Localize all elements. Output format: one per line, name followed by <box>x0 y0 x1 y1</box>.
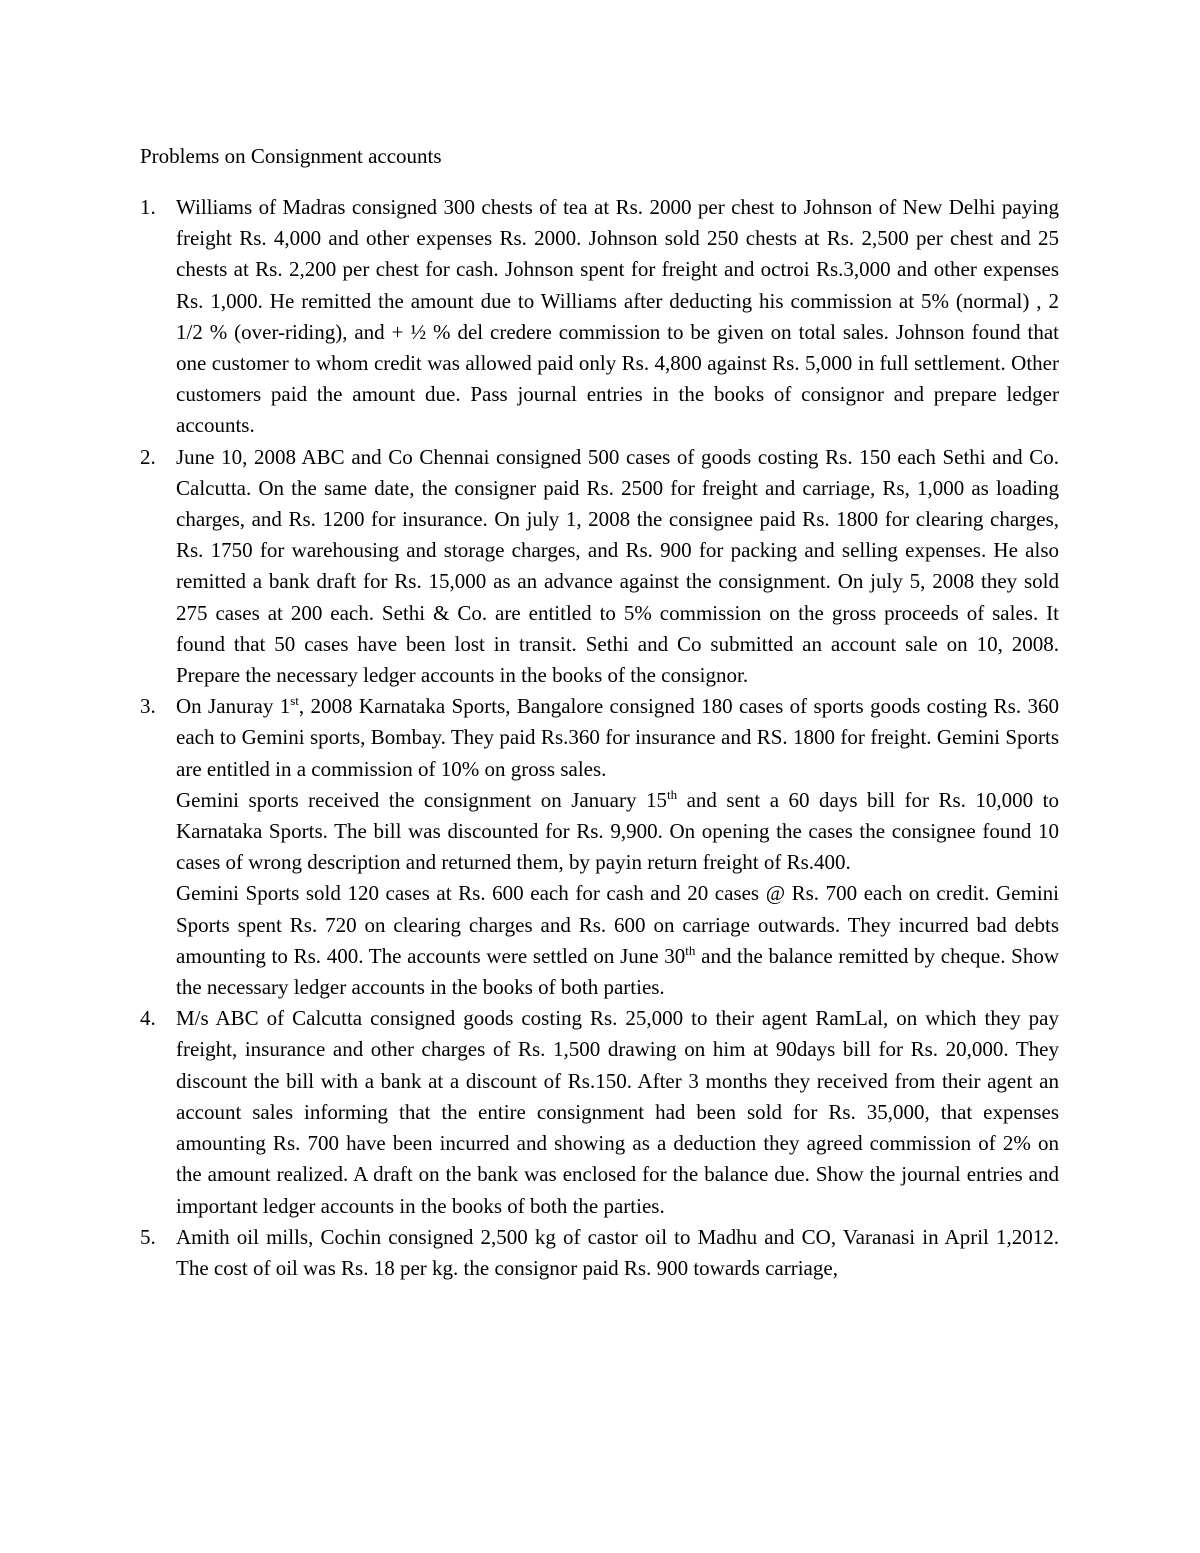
problem-paragraph <box>176 691 1059 785</box>
problem-text: , 2008 Karnataka Sports, Bangalore consigned 180 cases of sports goods costing Rs. 360 each to Gemini sports, Bombay. They paid Rs.360 for insurance and RS. 1800 for freight. Gemini Sports are entitled in a commission of 10% on gross sales. <box>176 694 1059 781</box>
problem-text: Gemini sports received the consignment on January 15 <box>176 787 667 812</box>
problem-number: 4. <box>140 1006 156 1031</box>
problems-list <box>140 192 1059 1284</box>
problem-number: 1. <box>140 195 156 219</box>
problem-text: Williams of Madras consigned 300 chests of tea at Rs. 2000 per chest to Johnson of New Delhi paying freight Rs. 4,000 and other expenses Rs. 2000. Johnson sold 250 chests at Rs. 2,500 per chest and 25 chests at Rs. 2,200 per chest for cash. Johnson spent for freight and octroi Rs.3,000 and other expenses Rs. 1,000. He remitted the amount due to Williams after deducting his commission at 5% (normal) , 2 1/2 % (over-riding), and + ½ % del credere commission to be given on total sales. Johnson found that one customer to whom credit was allowed paid only Rs. 4,800 against Rs. 5,000 in full settlement. Other customers paid the amount due. Pass journal entries in the books of consignor and prepare ledger accounts. <box>176 195 1059 438</box>
ordinal-suffix: st <box>290 693 299 709</box>
ordinal-suffix: th <box>667 786 678 802</box>
problem-text: and sent a 60 days bill for Rs. 10,000 to Karnataka Sports. The bill was discounted for Rs. 9,900. On opening the cases the consignee found 10 cases of wrong description and returned them, by payin return freight of Rs.400. <box>176 787 1059 875</box>
problem-item <box>140 1222 1059 1284</box>
ordinal-suffix: th <box>685 942 696 958</box>
problem-item <box>140 1003 1059 1221</box>
problem-paragraph <box>176 1222 1059 1284</box>
problem-item <box>140 442 1059 692</box>
problem-text: and the balance remitted by cheque. Show the necessary ledger accounts in the books of both parties. <box>176 943 1060 1000</box>
problem-item <box>140 691 1059 1003</box>
document-title: Problems on Consignment accounts <box>140 144 442 168</box>
problem-item <box>140 192 1059 442</box>
problem-text: Gemini Sports sold 120 cases at Rs. 600 each for cash and 20 cases @ Rs. 700 each on credit. Gemini Sports spent Rs. 720 on clearing charges and Rs. 600 on carriage outwards. They incurred bad debts amounting to Rs. 400. The accounts were settled on June 30 <box>176 881 1059 968</box>
problem-paragraph <box>176 442 1059 692</box>
problem-text: Amith oil mills, Cochin consigned 2,500 kg of castor oil to Madhu and CO, Varanasi in April 1,2012. The cost of oil was Rs. 18 per kg. the consignor paid Rs. 900 towards carriage, <box>176 1224 1059 1280</box>
problem-paragraph <box>176 785 1059 879</box>
problem-paragraph <box>176 878 1059 1003</box>
problem-number: 5. <box>140 1224 156 1249</box>
problem-text: June 10, 2008 ABC and Co Chennai consigned 500 cases of goods costing Rs. 150 each Sethi and Co. Calcutta. On the same date, the consigner paid Rs. 2500 for freight and carriage, Rs, 1,000 as loading charges, and Rs. 1200 for insurance. On july 1, 2008 the consignee paid Rs. 1800 for clearing charges, Rs. 1750 for warehousing and storage charges, and Rs. 900 for packing and selling expenses. He also remitted a bank draft for Rs. 15,000 as an advance against the consignment. On july 5, 2008 they sold 275 cases at 200 each. Sethi & Co. are entitled to 5% commission on the gross proceeds of sales. It found that 50 cases have been lost in transit. Sethi and Co submitted an account sale on 10, 2008. Prepare the necessary ledger accounts in the books of the consignor. <box>176 444 1059 688</box>
problem-text: On Januray 1 <box>176 694 291 719</box>
problem-text: M/s ABC of Calcutta consigned goods costing Rs. 25,000 to their agent RamLal, on which they pay freight, insurance and other charges of Rs. 1,500 drawing on him at 90days bill for Rs. 20,000. They discount the bill with a bank at a discount of Rs.150. After 3 months they received from their agent an account sales informing that the entire consignment had been sold for Rs. 35,000, that expenses amounting Rs. 700 have been incurred and showing as a deduction they agreed commission of 2% on the amount realized. A draft on the bank was enclosed for the balance due. Show the journal entries and important ledger accounts in the books of both the parties. <box>176 1006 1059 1218</box>
problem-paragraph <box>176 192 1059 442</box>
problem-number: 2. <box>140 444 156 469</box>
problem-paragraph <box>176 1003 1059 1221</box>
problem-number: 3. <box>140 694 156 719</box>
